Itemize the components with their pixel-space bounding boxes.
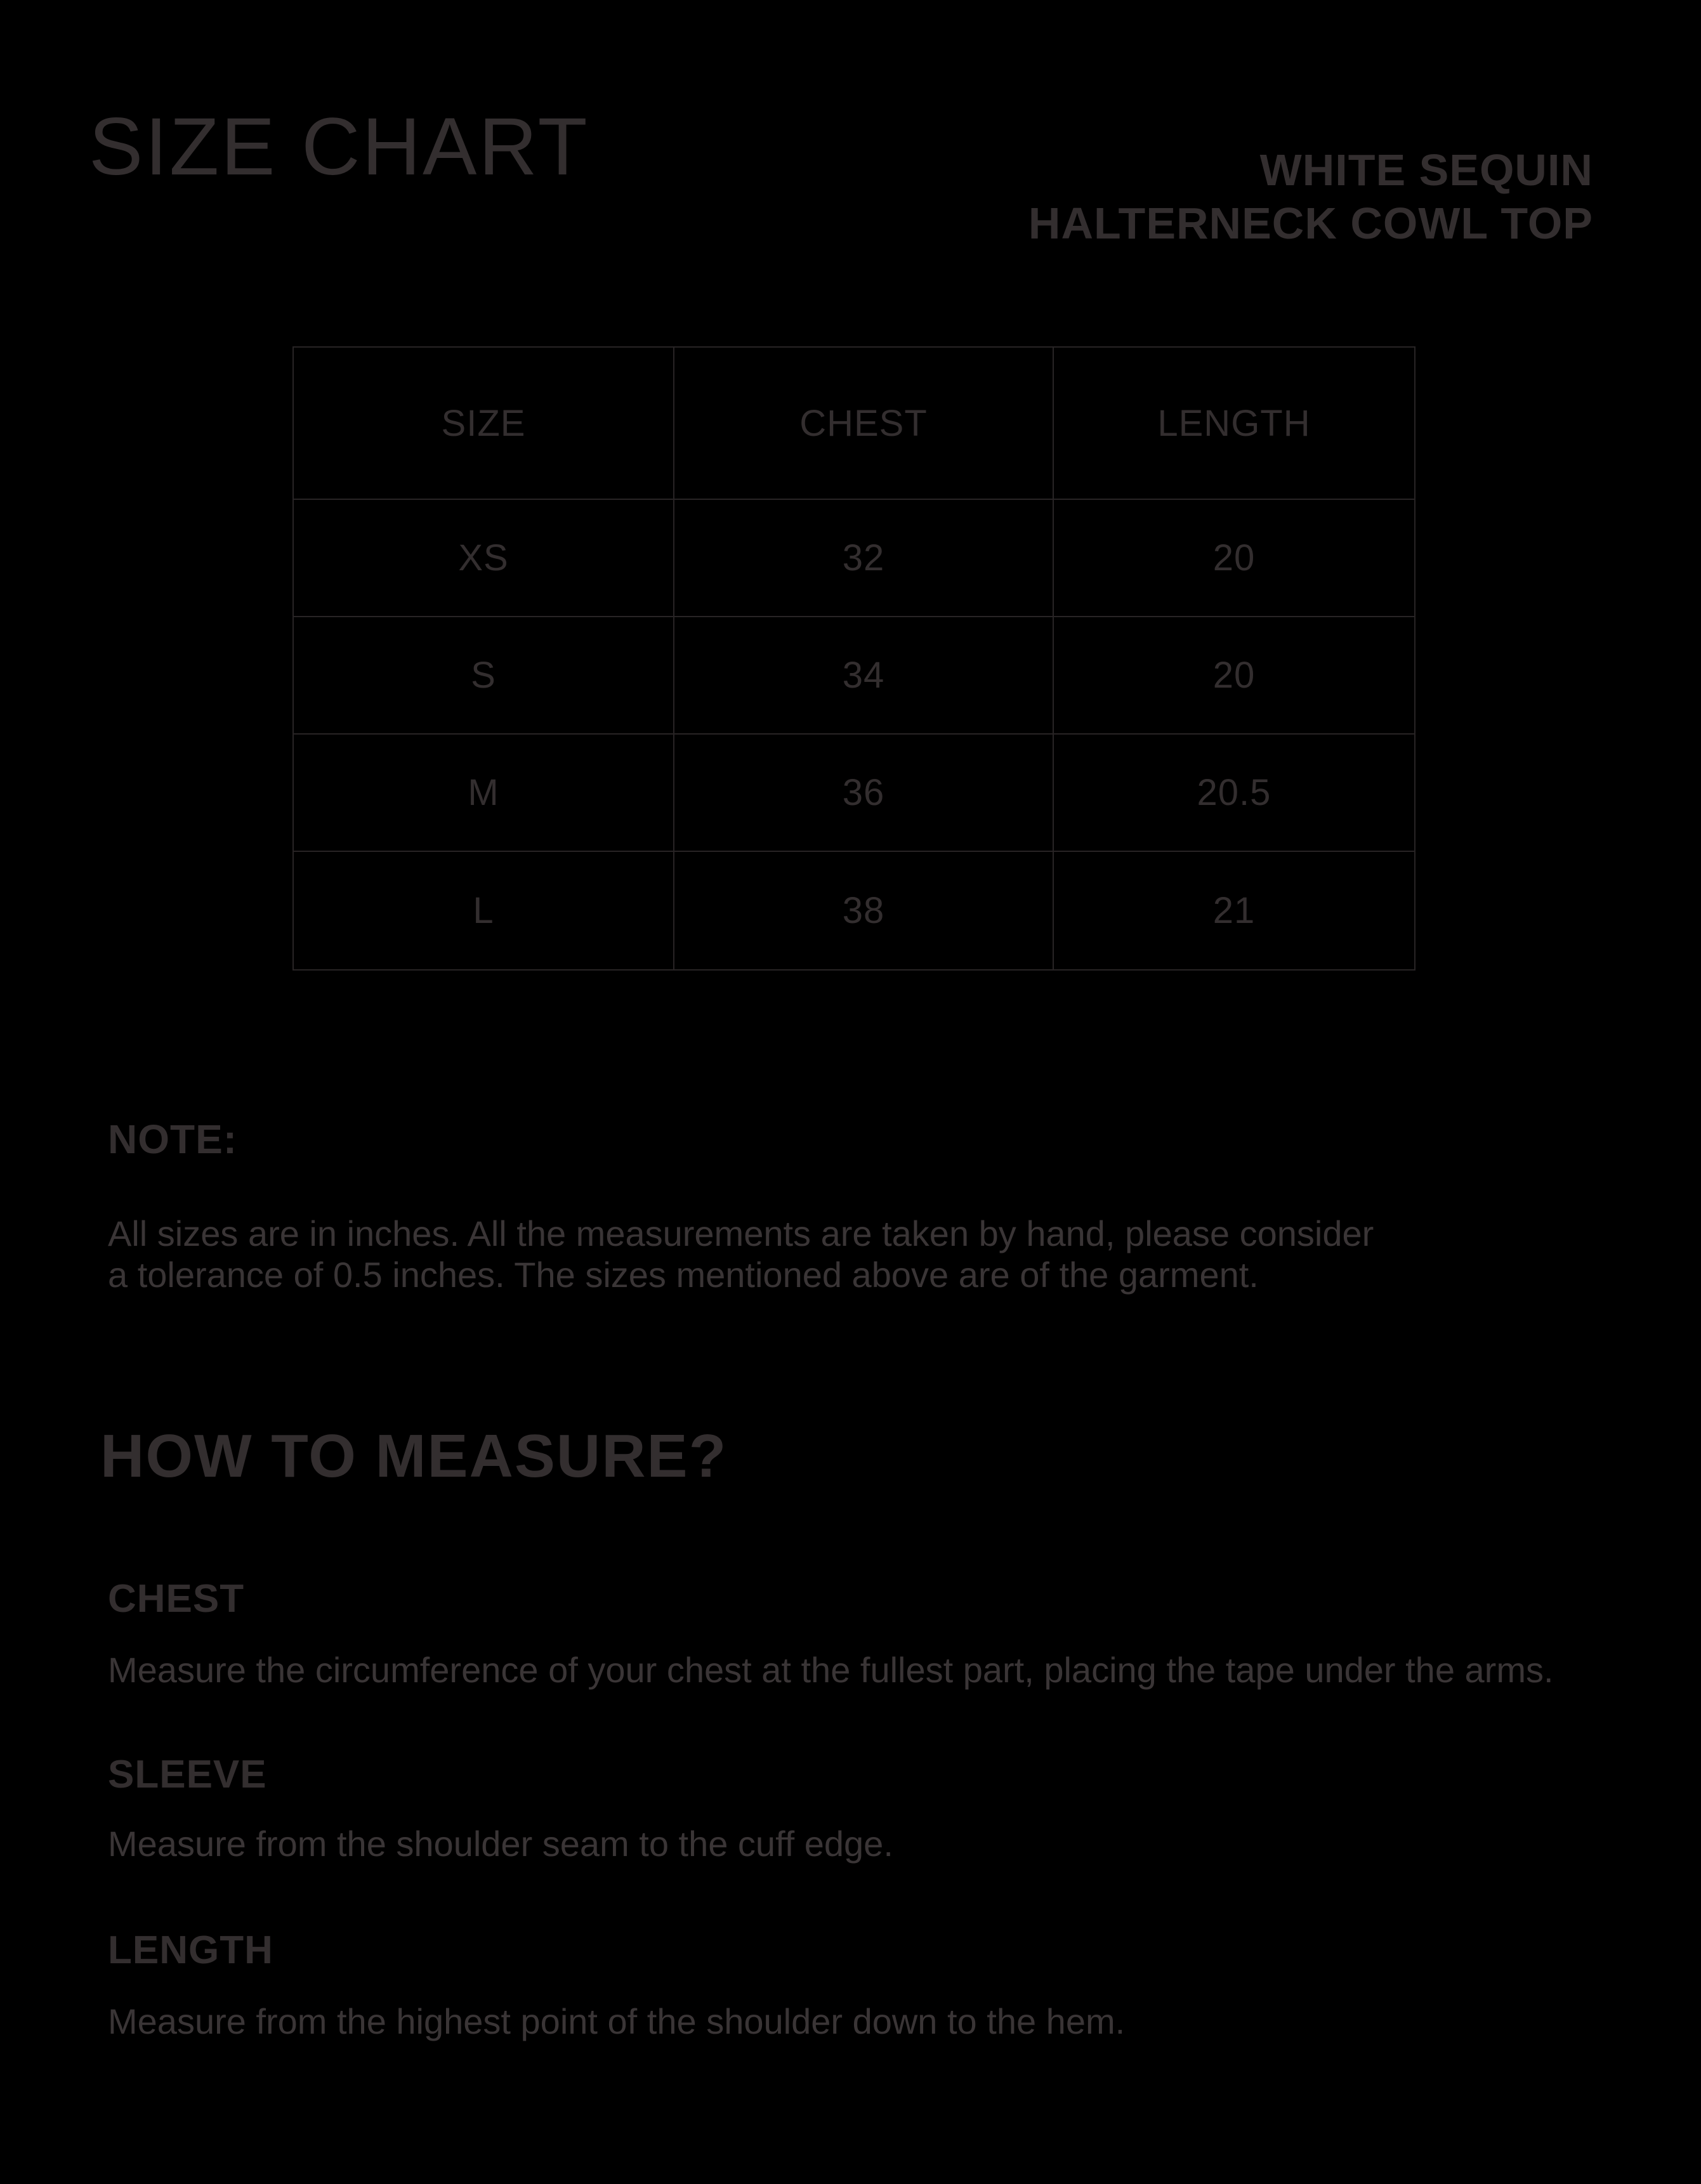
- table-cell-chest-s: 34: [674, 617, 1054, 735]
- table-cell-size-xs: XS: [294, 500, 674, 617]
- table-cell-chest-l: 38: [674, 852, 1054, 969]
- note-body-text: All sizes are in inches. All the measurements are taken by hand, please consider a tolerance of 0.5 inches. The sizes mentioned above are of the garment.: [108, 1213, 1374, 1295]
- table-cell-chest-xs: 32: [674, 500, 1054, 617]
- size-table: [292, 346, 1415, 971]
- page-title: SIZE CHART: [89, 101, 589, 192]
- size-table-header-chest: CHEST: [674, 348, 1054, 500]
- how-to-measure-heading: HOW TO MEASURE?: [100, 1422, 728, 1490]
- table-cell-length-s: 20: [1054, 617, 1414, 735]
- note-heading: NOTE:: [108, 1116, 238, 1162]
- product-name: WHITE SEQUIN HALTERNECK COWL TOP: [1028, 145, 1593, 248]
- size-table-header-length: LENGTH: [1054, 348, 1414, 500]
- measure-section-title-sleeve: SLEEVE: [108, 1753, 267, 1796]
- table-cell-length-l: 21: [1212, 890, 1256, 931]
- table-cell-length-xs: 20: [1054, 500, 1414, 617]
- table-cell-length-m: 20.5: [1054, 735, 1414, 852]
- measure-section-desc-sleeve: Measure from the shoulder seam to the cuff edge.: [108, 1824, 893, 1864]
- measure-section-desc-length: Measure from the highest point of the shoulder down to the hem.: [108, 2001, 1126, 2041]
- table-cell-chest-m: 36: [674, 735, 1054, 852]
- table-cell-size-l: L: [294, 852, 674, 969]
- measure-section-title-length: LENGTH: [108, 1928, 273, 1972]
- table-cell-size-s: S: [294, 617, 674, 735]
- size-table-header-size: SIZE: [294, 348, 674, 500]
- table-cell-size-m: M: [294, 735, 674, 852]
- measure-section-desc-chest: Measure the circumference of your chest at the fullest part, placing the tape under the arms.: [108, 1650, 1554, 1690]
- measure-section-title-chest: CHEST: [108, 1577, 245, 1621]
